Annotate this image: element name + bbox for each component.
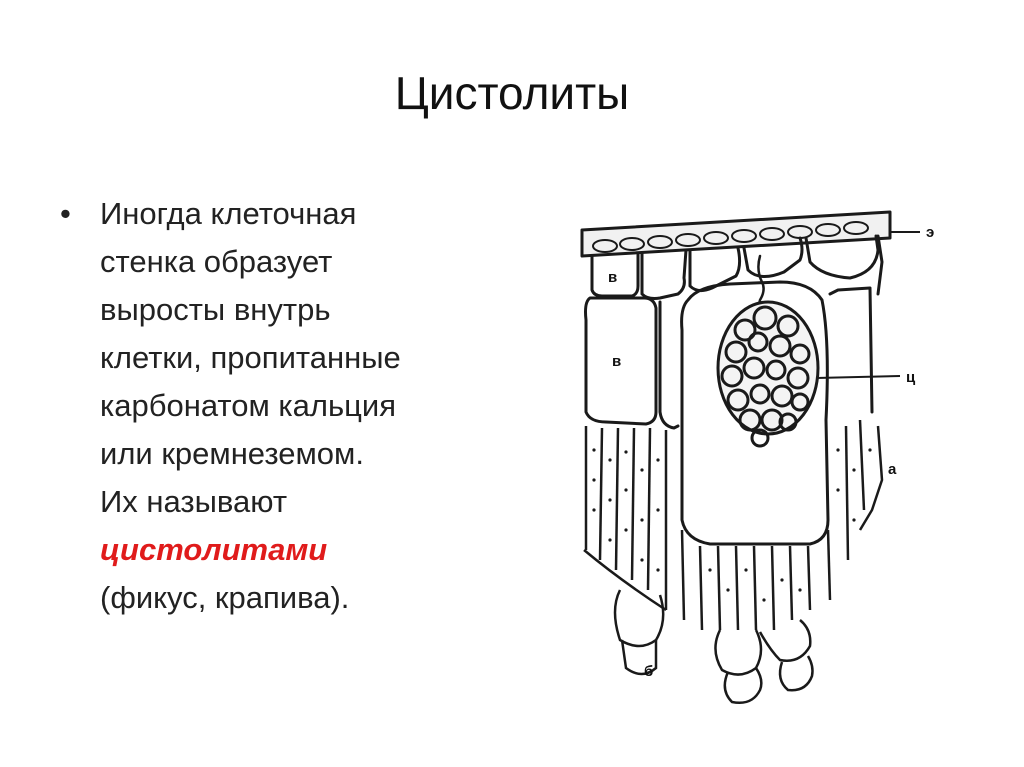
left-cells bbox=[586, 298, 679, 428]
text-line-2: стенка образует bbox=[100, 244, 333, 279]
text-line-4: клетки, пропитанные bbox=[100, 340, 401, 375]
lower-cells bbox=[615, 590, 813, 703]
cystolith-body bbox=[718, 302, 818, 446]
cystolith-diagram bbox=[560, 190, 960, 710]
leader-lines bbox=[816, 232, 920, 378]
label-cell-upper: в bbox=[608, 269, 618, 286]
bullet-item bbox=[60, 190, 520, 622]
palisade-tissue bbox=[584, 420, 882, 630]
label-epidermis: э bbox=[926, 224, 935, 241]
bullet-marker: • bbox=[60, 196, 71, 231]
label-bottom: б bbox=[644, 663, 654, 680]
highlighted-term: цистолитами bbox=[100, 532, 328, 567]
label-cell-lower: в bbox=[612, 353, 622, 370]
text-line-5: карбонатом кальция bbox=[100, 388, 396, 423]
text-line-3: выросты внутрь bbox=[100, 292, 331, 327]
label-palisade: а bbox=[888, 461, 897, 478]
slide-title: Цистолиты bbox=[394, 67, 630, 119]
text-line-6: или кремнеземом. bbox=[100, 436, 364, 471]
right-cell-wall bbox=[830, 288, 872, 412]
text-line-7: Их называют bbox=[100, 484, 288, 519]
text-line-1: Иногда клеточная bbox=[100, 196, 357, 231]
text-line-9: (фикус, крапива). bbox=[100, 580, 350, 615]
bullet-text bbox=[100, 190, 520, 622]
label-cystolith: ц bbox=[906, 369, 916, 386]
